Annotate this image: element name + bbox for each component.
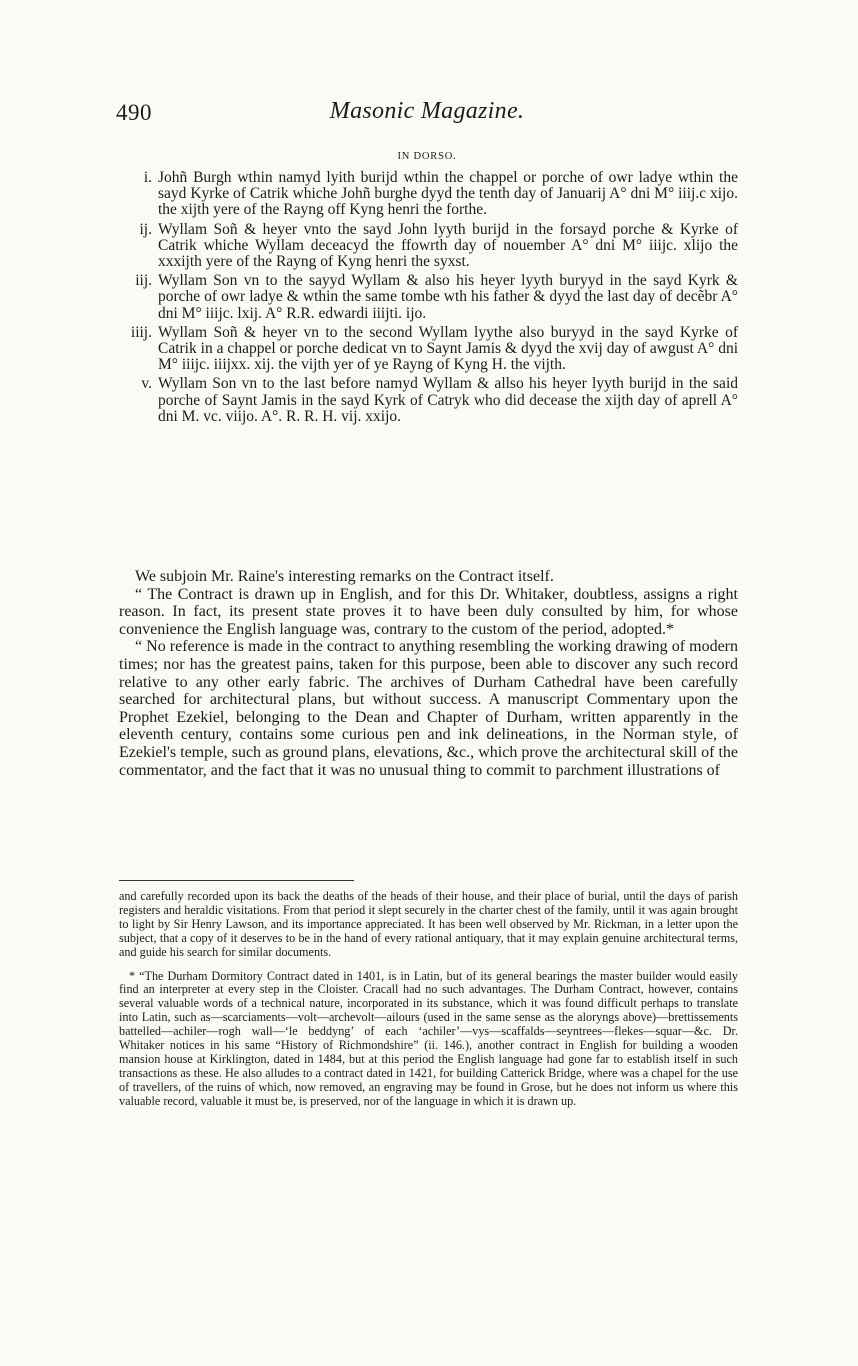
entry-text: Johñ Burgh wthin namyd lyith burijd wthin the chappel or porche of owr ladye wthin the sayd Kyrke of Catrik whiche Johñ burghe dyyd the tenth day of Januarij A° dni M° iiij.c xijo. the xijth yere of the Rayng off Kyng henri the forthe. bbox=[158, 169, 738, 219]
entry-number: v. bbox=[141, 375, 152, 393]
entry-text: Wyllam Soñ & heyer vnto the sayd John lyyth burijd in the forsayd porche & Kyrke of Catrik whiche Wyllam deceacyd the ffowrth day of nouember A° dni M° iiijc. xlijo the xxxijth yere of the Rayng of Kyng henri the syxst. bbox=[158, 220, 738, 271]
footnote: * “The Durham Dormitory Contract dated in 1401, is in Latin, but of its general bearings the master builder would easily find an interpreter at every step in the Cloister. Cracall had no such advantages. The Durham Contract, however, contains several valuable words of a technical nature, incorporated in its substance, which it was found difficult perhaps to translate into Latin, such as—scarciaments—volt—archevolt—ailours (used in the same sense as the aloryngs above)—brettissements battelled—achiler—rogh wall—‘le beddyng’ of each ‘achiler’—vys—scaffalds—seyntrees—flekes—squar—&c. Dr. Whitaker notices in his same “History of Richmondshire” (ii. 146.), another contract in English for building a wooden mansion house at Kirklington, dated in 1484, but at this period the English language had gone far to establish itself in such transactions as these. He also alludes to a contract dated in 1421, for building Catterick Bridge, where was a chapel for the use of travellers, of the ruins of which, now removed, an engraving may be found in Grose, but he does not inform us where this valuable record, valuable it must be, is preserved, nor of the language in which it is drawn up. bbox=[119, 968, 738, 1108]
entry-number: i. bbox=[143, 169, 152, 186]
paragraph: We subjoin Mr. Raine's interesting remarks on the Contract itself. bbox=[135, 568, 554, 585]
entry-text: Wyllam Soñ & heyer vn to the second Wyllam lyythe also buryyd in the sayd Kyrke of Catrik in a chappel or porche dedicat vn to Saynt Jamis & dyyd the xvij day of awgust A° dni M° iiijc. iiijxx. xij. the vijth yer of ye Rayng of Kyng H. the vijth. bbox=[158, 323, 738, 374]
running-head: Masonic Magazine. bbox=[329, 98, 525, 124]
paragraph: “ The Contract is drawn up in English, and for this Dr. Whitaker, doubtless, assigns a right reason. In fact, its present state proves it to have been duly consulted by him, for whose convenience the English language was, contrary to the custom of the period, adopted.* bbox=[119, 585, 738, 638]
entry-number: iiij. bbox=[130, 323, 152, 341]
body-text bbox=[119, 568, 738, 779]
entry-number: ij. bbox=[139, 220, 152, 238]
page-number: 490 bbox=[116, 100, 152, 125]
entry-text: Wyllam Son vn to the sayyd Wyllam & also his heyer lyyth buryyd in the sayd Kyrk & porche of owr ladye & wthin the same tombe wth his father & dyyd the last day of decẽbr A° dni M° iiijc. lxij. A° R.R. edwardi iiijti. ijo. bbox=[158, 272, 738, 322]
footnote-continuation: and carefully recorded upon its back the deaths of the heads of their house, and their place of burial, until the days of parish registers and heraldic visitations. From that period it slept securely in the charter chest of the family, until it was again brought to light by Sir Henry Lawson, and its importance appreciated. It has been well observed by Mr. Rickman, in a letter upon the subject, that a copy of it deserves to be in the hand of every rational antiquary, that it may explain genuine architectural terms, and guide his search for similar documents. bbox=[119, 889, 738, 959]
list-item bbox=[116, 376, 738, 425]
entry-text: Wyllam Son vn to the last before namyd Wyllam & allso his heyer lyyth burijd in the said porche of Saynt Jamis in the sayd Kyrk of Catryk who did decease the xijth day of aprell A° dni M. vc. viijo. A°. R. R. H. vij. xxijo. bbox=[158, 375, 738, 425]
list-item bbox=[116, 170, 738, 219]
entry-number: iij. bbox=[135, 272, 152, 290]
paragraph: “ No reference is made in the contract to anything resembling the working drawing of modern times; nor has the greatest pains, taken for this purpose, been able to discover any such record relative to any other early fabric. The archives of Durham Cathedral have been carefully searched for architectural plans, but without success. A manuscript Commentary upon the Prophet Ezekiel, belonging to the Dean and Chapter of Durham, written apparently in the eleventh century, contains some curious pen and ink delineations, in the Norman style, of Ezekiel's temple, such as ground plans, elevations, &c., which prove the architectural skill of the commentator, and the fact that it was no unusual thing to commit to parchment illustrations of bbox=[119, 638, 738, 779]
list-item bbox=[116, 222, 738, 271]
footnotes bbox=[119, 890, 738, 1109]
list-item bbox=[116, 273, 738, 322]
section-heading: IN DORSO. bbox=[397, 151, 457, 162]
inscription-list bbox=[116, 170, 738, 428]
footnote-divider bbox=[119, 880, 354, 881]
list-item bbox=[116, 325, 738, 374]
